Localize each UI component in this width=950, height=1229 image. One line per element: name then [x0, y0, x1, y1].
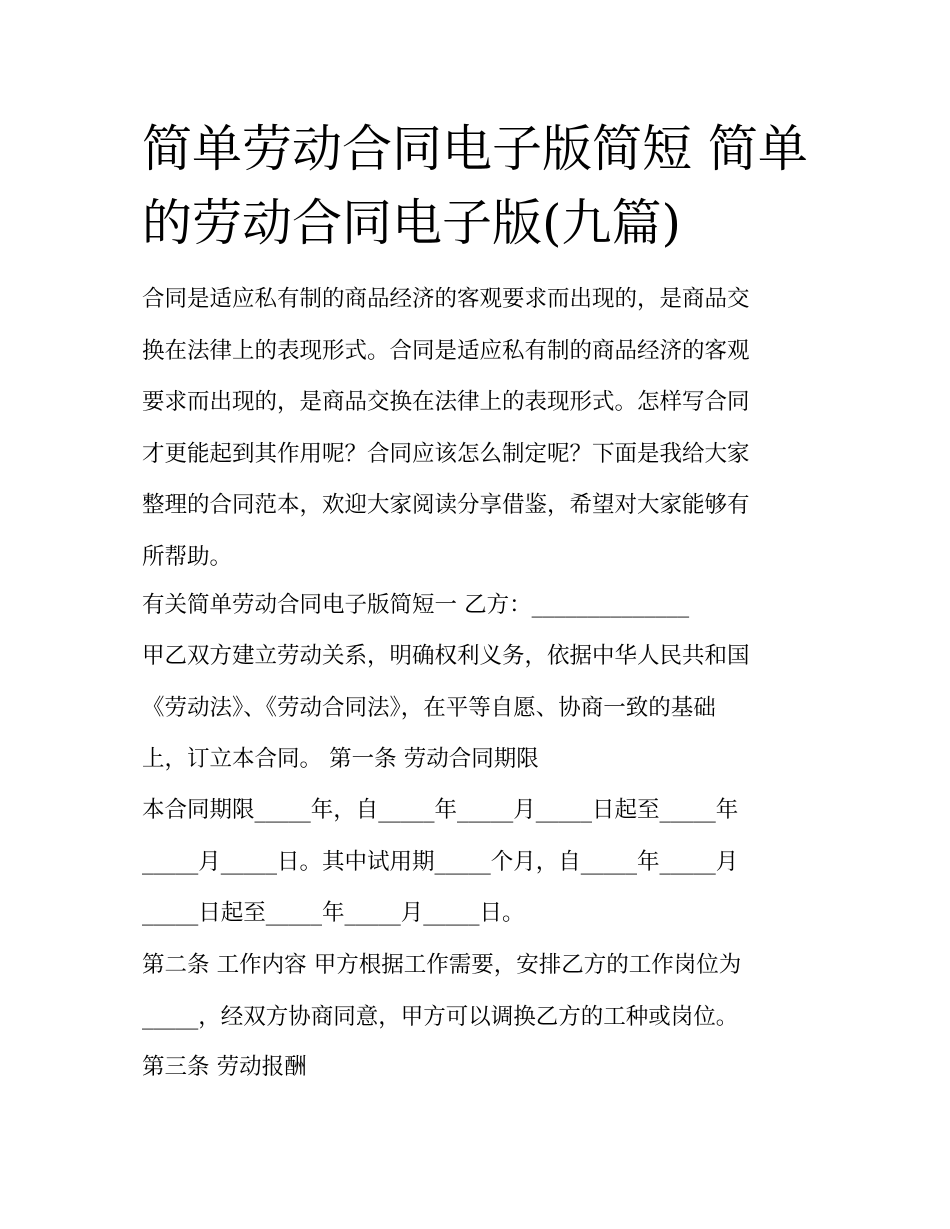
intro-line: 换在法律上的表现形式。合同是适应私有制的商品经济的客观 — [142, 337, 750, 364]
parties-line: 《劳动法》、《劳动合同法》，在平等自愿、协商一致的基础 — [142, 694, 716, 721]
pay-paragraph — [142, 1042, 814, 1094]
parties-line: 甲乙双方建立劳动关系，明确权利义务，依据中华人民共和国 — [142, 643, 750, 669]
intro-line: 所帮助。 — [142, 543, 233, 570]
intro-paragraph — [142, 274, 814, 583]
term-line: _____月_____日。其中试用期_____个月，自_____年_____月 — [142, 848, 739, 875]
section-heading-text: 有关简单劳动合同电子版简短一 乙方：______________ — [142, 592, 690, 618]
intro-line: 才更能起到其作用呢？合同应该怎么制定呢？下面是我给大家 — [142, 440, 750, 467]
parties-paragraph — [142, 631, 814, 786]
intro-line: 整理的合同范本，欢迎大家阅读分享借鉴，希望对大家能够有 — [142, 492, 750, 518]
work-paragraph — [142, 940, 814, 1043]
term-paragraph — [142, 785, 814, 940]
title-line-2: 的劳动合同电子版(九篇) — [142, 194, 682, 252]
intro-line: 要求而出现的，是商品交换在法律上的表现形式。怎样写合同 — [142, 389, 750, 415]
term-line: _____日起至_____年_____月_____日。 — [142, 900, 525, 926]
section-heading — [142, 580, 814, 632]
parties-line: 上，订立本合同。 第一条 劳动合同期限 — [142, 746, 539, 772]
pay-line: 第三条 劳动报酬 — [142, 1054, 307, 1080]
document-title — [142, 112, 822, 260]
intro-line: 合同是适应私有制的商品经济的客观要求而出现的，是商品交 — [142, 286, 750, 312]
title-line-1: 简单劳动合同电子版简短 简单 — [142, 120, 808, 178]
term-line: 本合同期限_____年，自_____年_____月_____日起至_____年 — [142, 797, 739, 823]
work-line: 第二条 工作内容 甲方根据工作需要，安排乙方的工作岗位为 — [142, 952, 742, 978]
work-line: _____，经双方协商同意，甲方可以调换乙方的工种或岗位。 — [142, 1003, 739, 1030]
